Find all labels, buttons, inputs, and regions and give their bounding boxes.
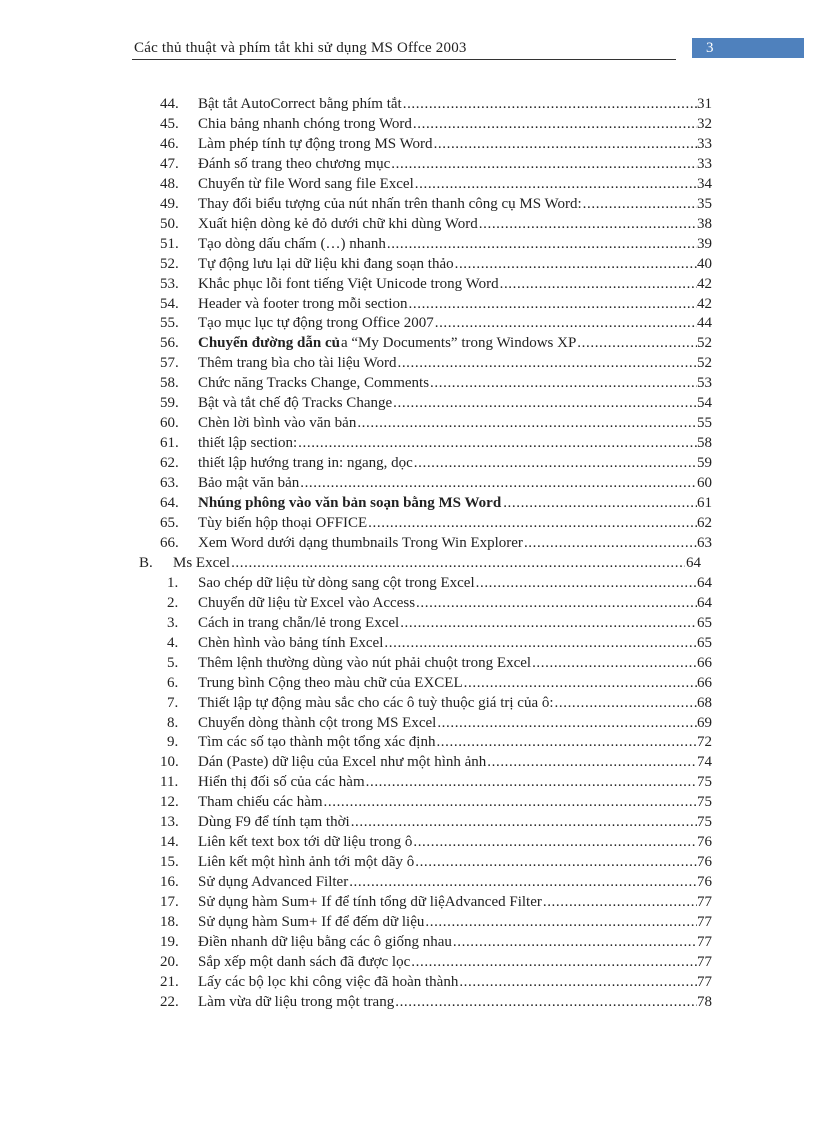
toc-entry-number: 19.	[160, 933, 179, 950]
toc-entry-number: 51.	[160, 235, 179, 252]
toc-entry-page: 64	[686, 554, 701, 571]
toc-entry-number: 56.	[160, 335, 179, 352]
toc-entry-page: 78	[697, 993, 712, 1010]
toc-entry-title-bold: Nhúng phông vào văn bản soạn bằng MS Word	[198, 495, 502, 511]
toc-entry-title: Trung bình Cộng theo màu chữ của EXCEL	[198, 674, 463, 691]
toc-entry-number: 17.	[160, 894, 179, 910]
toc-entry-number: 60.	[160, 415, 179, 432]
toc-dot-leader	[532, 653, 697, 673]
toc-dot-leader	[476, 573, 697, 593]
toc-entry-number: 12.	[160, 794, 179, 811]
toc-entry	[0, 473, 816, 493]
toc-entry-number: 54.	[160, 295, 179, 312]
toc-entry	[0, 992, 816, 1012]
toc-entry-title: Xem Word dưới dạng thumbnails Trong Win Explorer	[198, 534, 523, 551]
toc-entry	[0, 154, 816, 174]
toc-entry	[0, 114, 816, 134]
toc-entry	[0, 912, 816, 932]
toc-entry-number: 4.	[167, 634, 179, 651]
toc-entry	[0, 134, 816, 154]
toc-entry	[0, 892, 816, 912]
toc-dot-leader	[434, 134, 697, 154]
toc-entry-number: 61.	[160, 435, 179, 452]
toc-entry-page: 34	[697, 175, 712, 192]
toc-entry-title: Bật và tắt chế độ Tracks Change	[198, 395, 393, 412]
toc-entry	[0, 194, 816, 214]
toc-entry-page: 61	[697, 495, 712, 511]
toc-dot-leader	[583, 194, 697, 214]
toc-entry	[0, 852, 816, 872]
toc-dot-leader	[437, 713, 697, 733]
toc-entry-title: Chuyển dữ liệu từ Excel vào Access	[198, 594, 416, 611]
page-number-badge: 3	[692, 38, 804, 58]
toc-entry-page: 42	[697, 275, 712, 292]
toc-entry-page: 38	[697, 215, 712, 232]
toc-entry	[0, 274, 816, 294]
toc-entry-number: 58.	[160, 375, 179, 392]
toc-dot-leader	[298, 433, 697, 453]
toc-entry-title: Khắc phục lỗi font tiếng Việt Unicode trong Word	[198, 275, 499, 292]
toc-entry-title: Tùy biến hộp thoại OFFICE	[198, 514, 368, 531]
toc-entry-title: Đánh số trang theo chương mục	[198, 155, 391, 172]
toc-entry-number: 45.	[160, 115, 179, 132]
toc-entry-number: 20.	[160, 953, 179, 970]
toc-entry	[0, 633, 816, 653]
toc-entry-page: 75	[697, 794, 712, 811]
toc-entry-number: 64.	[160, 495, 179, 511]
toc-entry-title: thiết lập section:	[198, 435, 298, 452]
toc-entry	[0, 593, 816, 613]
toc-entry-number: 46.	[160, 135, 179, 152]
toc-entry-title: Liên kết text box tới dữ liệu trong ô	[198, 834, 413, 851]
toc-entry-number: 21.	[160, 973, 179, 990]
toc-entry	[0, 493, 816, 513]
running-header-title: Các thủ thuật và phím tắt khi sử dụng MS Offce 2003	[134, 40, 467, 56]
toc-entry-title: Dùng F9 để tính tạm thời	[198, 814, 350, 831]
toc-entry-title: Chuyển dòng thành cột trong MS Excel	[198, 714, 437, 731]
toc-entry-number: B.	[139, 554, 153, 571]
toc-entry-number: 57.	[160, 355, 179, 372]
toc-dot-leader	[400, 613, 697, 633]
toc-dot-leader	[453, 932, 697, 952]
toc-entry	[0, 313, 816, 333]
toc-dot-leader	[430, 373, 697, 393]
toc-entry-page: 69	[697, 714, 712, 731]
toc-entry-title: Tạo dòng dấu chấm (…) nhanh	[198, 235, 386, 252]
toc-entry-title: Tự động lưu lại dữ liệu khi đang soạn thảo	[198, 255, 454, 272]
toc-entry-number: 59.	[160, 395, 179, 412]
toc-entry-number: 8.	[167, 714, 179, 731]
toc-entry-title: Hiển thị đối số của các hàm	[198, 774, 365, 791]
toc-dot-leader	[500, 274, 697, 294]
toc-entry	[0, 433, 816, 453]
toc-entry	[0, 453, 816, 473]
toc-entry	[0, 254, 816, 274]
toc-entry	[0, 174, 816, 194]
toc-entry-title-bold: Chuyển đường dẫn củ	[198, 335, 340, 352]
toc-entry	[0, 693, 816, 713]
toc-dot-leader	[413, 114, 697, 134]
toc-entry-page: 32	[697, 115, 712, 132]
toc-entry-title: Thay đổi biểu tượng của nút nhấn trên thanh công cụ MS Word:	[198, 195, 582, 212]
toc-entry-page: 65	[697, 614, 712, 631]
toc-entry-title: Lấy các bộ lọc khi công việc đã hoàn thành	[198, 973, 459, 990]
toc-entry-number: 50.	[160, 215, 179, 232]
toc-entry	[0, 373, 816, 393]
toc-dot-leader	[393, 393, 697, 413]
toc-entry-title: Tham chiếu các hàm	[198, 794, 323, 811]
toc-entry-number: 6.	[167, 674, 179, 691]
toc-entry-number: 15.	[160, 854, 179, 871]
toc-entry-title: Liên kết một hình ảnh tới một dãy ô	[198, 854, 415, 871]
toc-entry-page: 76	[697, 874, 712, 891]
toc-entry	[0, 872, 816, 892]
toc-entry-page: 40	[697, 255, 712, 272]
toc-dot-leader	[413, 832, 697, 852]
toc-dot-leader	[387, 234, 697, 254]
toc-entry-page: 68	[697, 694, 712, 711]
toc-entry-title: a “My Documents” trong Windows XP	[340, 335, 577, 352]
toc-entry-page: 31	[697, 96, 712, 112]
toc-entry-title: Bật tắt AutoCorrect bằng phím tắt	[198, 96, 402, 112]
toc-dot-leader	[349, 872, 697, 892]
toc-entry	[0, 952, 816, 972]
toc-entry-title: Làm vừa dữ liệu trong một trang	[198, 993, 395, 1010]
toc-entry-number: 13.	[160, 814, 179, 831]
toc-entry-title: Thêm lệnh thường dùng vào nút phải chuột trong Excel	[198, 654, 532, 671]
toc-entry-title: Thiết lập tự động màu sắc cho các ô tuỳ thuộc giá trị của ô:	[198, 694, 554, 711]
toc-dot-leader	[479, 214, 697, 234]
toc-entry	[0, 294, 816, 314]
toc-entry-title: Làm phép tính tự động trong MS Word	[198, 135, 433, 152]
toc-dot-leader	[464, 673, 697, 693]
header-rule	[132, 59, 676, 60]
toc-entry-title: Thêm trang bìa cho tài liệu Word	[198, 355, 397, 372]
toc-dot-leader	[455, 254, 697, 274]
toc-entry-number: 9.	[167, 734, 179, 751]
toc-entry-number: 5.	[167, 654, 179, 671]
toc-entry-page: 74	[697, 754, 712, 771]
toc-entry-page: 39	[697, 235, 712, 252]
toc-entry	[0, 413, 816, 433]
toc-entry-number: 48.	[160, 175, 179, 192]
toc-entry	[0, 573, 816, 593]
toc-entry-title: Điền nhanh dữ liệu bằng các ô giống nhau	[198, 933, 452, 950]
toc-dot-leader	[384, 633, 697, 653]
toc-entry-page: 77	[697, 894, 712, 910]
toc-dot-leader	[487, 752, 697, 772]
toc-entry	[0, 553, 816, 573]
toc-entry	[0, 234, 816, 254]
toc-entry-page: 54	[697, 395, 712, 412]
toc-entry-page: 72	[697, 734, 712, 751]
toc-dot-leader	[436, 732, 697, 752]
toc-dot-leader	[395, 992, 697, 1012]
toc-dot-leader	[397, 353, 697, 373]
toc-entry-title: Chèn hình vào bảng tính Excel	[198, 634, 384, 651]
toc-entry-number: 3.	[167, 614, 179, 631]
toc-entry	[0, 792, 816, 812]
toc-entry-page: 77	[697, 914, 712, 930]
toc-entry-page: 77	[697, 933, 712, 950]
toc-entry-page: 66	[697, 674, 712, 691]
toc-entry-number: 52.	[160, 255, 179, 272]
toc-entry	[0, 812, 816, 832]
toc-entry-title: Header và footer trong mỗi section	[198, 295, 408, 312]
toc-entry-title: Sắp xếp một danh sách đã được lọc	[198, 953, 411, 970]
toc-entry-number: 62.	[160, 455, 179, 472]
toc-entry-number: 11.	[160, 774, 179, 791]
toc-entry-page: 76	[697, 834, 712, 851]
toc-entry-number: 53.	[160, 275, 179, 292]
toc-dot-leader	[351, 812, 697, 832]
toc-entry-number: 22.	[160, 993, 179, 1010]
toc-entry-number: 49.	[160, 195, 179, 212]
toc-entry-page: 52	[697, 355, 712, 372]
toc-entry-page: 44	[697, 315, 712, 332]
toc-dot-leader	[555, 693, 697, 713]
toc-dot-leader	[577, 333, 697, 353]
toc-entry-page: 52	[697, 335, 712, 352]
toc-entry-number: 10.	[160, 754, 179, 771]
toc-entry-title: Xuất hiện dòng kẻ đỏ dưới chữ khi dùng Word	[198, 215, 478, 232]
toc-dot-leader	[414, 453, 697, 473]
toc-entry-title: Ms Excel	[173, 554, 231, 571]
toc-entry	[0, 713, 816, 733]
toc-dot-leader	[368, 513, 697, 533]
toc-dot-leader	[524, 533, 697, 553]
toc-dot-leader	[391, 154, 697, 174]
toc-entry-title: Tìm các số tạo thành một tổng xác định	[198, 734, 436, 751]
toc-entry-page: 66	[697, 654, 712, 671]
toc-entry-page: 33	[697, 155, 712, 172]
toc-entry-page: 75	[697, 814, 712, 831]
toc-entry	[0, 673, 816, 693]
toc-entry-number: 2.	[167, 594, 179, 611]
toc-entry-title: Chức năng Tracks Change, Comments	[198, 375, 430, 392]
toc-entry-title: Chia bảng nhanh chóng trong Word	[198, 115, 412, 132]
toc-dot-leader	[416, 593, 697, 613]
toc-dot-leader	[324, 792, 697, 812]
toc-entry	[0, 333, 816, 353]
toc-entry-title: Tạo mục lục tự động trong Office 2007	[198, 315, 434, 332]
toc-entry-page: 77	[697, 953, 712, 970]
toc-entry-number: 47.	[160, 155, 179, 172]
toc-entry	[0, 214, 816, 234]
toc-entry-number: 66.	[160, 534, 179, 551]
toc-entry-page: 35	[697, 195, 712, 212]
toc-entry-page: 63	[697, 534, 712, 551]
toc-dot-leader	[403, 94, 697, 114]
toc-entry	[0, 393, 816, 413]
toc-entry-number: 1.	[167, 574, 179, 591]
toc-dot-leader	[425, 912, 697, 932]
toc-entry-title: thiết lập hướng trang in: ngang, dọc	[198, 455, 413, 472]
toc-entry-page: 60	[697, 475, 712, 491]
toc-entry-page: 58	[697, 435, 712, 452]
toc-dot-leader	[415, 174, 697, 194]
toc-entry-title: Bảo mật văn bản	[198, 475, 300, 491]
toc-entry	[0, 94, 816, 114]
toc-entry-page: 33	[697, 135, 712, 152]
toc-entry-number: 55.	[160, 315, 179, 332]
toc-entry-number: 14.	[160, 834, 179, 851]
toc-entry-title: Sử dụng hàm Sum+ If để tính tổng dữ liệAdvanced Filter	[198, 894, 542, 910]
toc-entry-page: 62	[697, 514, 712, 531]
toc-entry	[0, 353, 816, 373]
toc-dot-leader	[543, 892, 697, 912]
toc-entry-page: 75	[697, 774, 712, 791]
toc-entry-page: 77	[697, 973, 712, 990]
toc-entry-page: 76	[697, 854, 712, 871]
toc-dot-leader	[459, 972, 697, 992]
toc-dot-leader	[415, 852, 697, 872]
toc-dot-leader	[366, 772, 697, 792]
toc-entry-title: Dán (Paste) dữ liệu của Excel như một hình ảnh	[198, 754, 487, 771]
toc-entry-title: Sử dụng Advanced Filter	[198, 874, 349, 891]
toc-entry-page: 59	[697, 455, 712, 472]
toc-dot-leader	[411, 952, 697, 972]
toc-entry	[0, 972, 816, 992]
toc-entry	[0, 613, 816, 633]
toc-entry-number: 63.	[160, 475, 179, 491]
toc-dot-leader	[409, 294, 697, 314]
toc-entry-page: 65	[697, 634, 712, 651]
toc-entry-title: Chuyển từ file Word sang file Excel	[198, 175, 414, 192]
toc-entry-page: 53	[697, 375, 712, 392]
toc-entry	[0, 932, 816, 952]
toc-entry	[0, 513, 816, 533]
toc-dot-leader	[300, 473, 697, 493]
toc-dot-leader	[357, 413, 697, 433]
toc-entry	[0, 653, 816, 673]
toc-entry-number: 7.	[167, 694, 179, 711]
toc-dot-leader	[435, 313, 697, 333]
toc-entry	[0, 832, 816, 852]
toc-entry-number: 18.	[160, 914, 179, 930]
toc-entry-page: 64	[697, 574, 712, 591]
toc-dot-leader	[231, 553, 685, 573]
toc-entry	[0, 772, 816, 792]
toc-entry-number: 16.	[160, 874, 179, 891]
toc-entry-number: 44.	[160, 96, 179, 112]
toc-entry-title: Sử dụng hàm Sum+ If để đếm dữ liệu	[198, 914, 425, 930]
toc-entry	[0, 533, 816, 553]
toc-entry	[0, 732, 816, 752]
toc-dot-leader	[503, 493, 697, 513]
toc-entry-page: 64	[697, 594, 712, 611]
toc-entry-page: 42	[697, 295, 712, 312]
toc-entry	[0, 752, 816, 772]
toc-entry-number: 65.	[160, 514, 179, 531]
toc-entry-page: 55	[697, 415, 712, 432]
toc-entry-title: Sao chép dữ liệu từ dòng sang cột trong Excel	[198, 574, 475, 591]
toc-entry-title: Cách in trang chẵn/lẻ trong Excel	[198, 614, 400, 631]
toc-entry-title: Chèn lời bình vào văn bản	[198, 415, 357, 432]
